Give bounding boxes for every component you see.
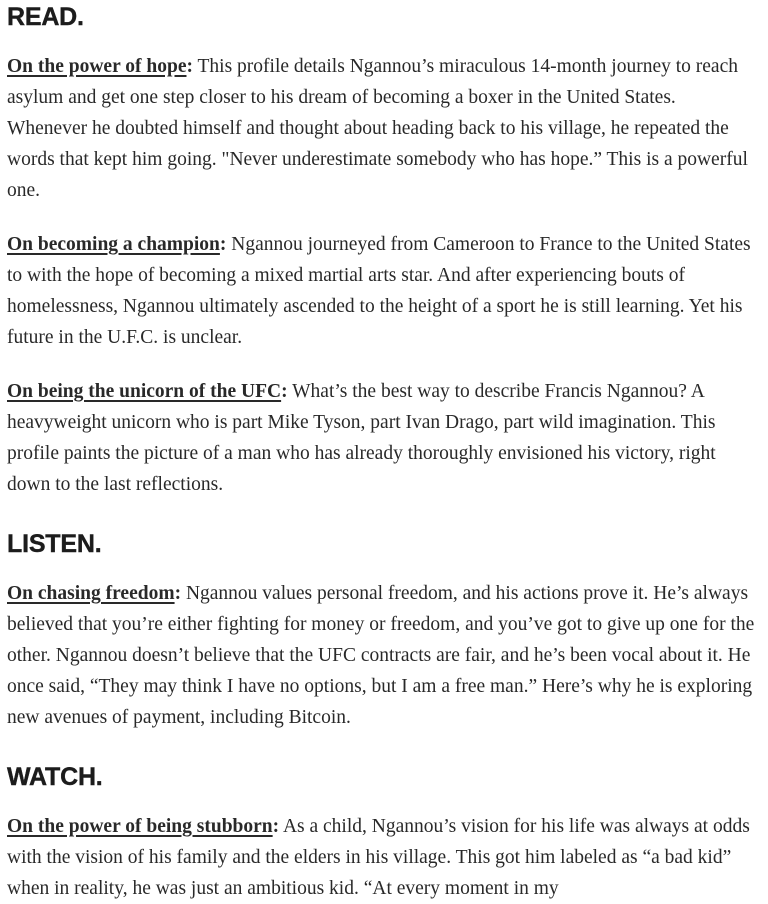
recommendation-link-text: On the power of hope xyxy=(7,56,187,77)
section-heading-read: READ. xyxy=(7,3,84,31)
recommendation-link-text: On chasing freedom xyxy=(7,583,175,604)
recommendation-link[interactable] xyxy=(7,381,288,402)
recommendation-text: Ngannou journeyed from Cameroon to France to the United States to with the hope of becoming a mixed martial arts star. And after experiencing bouts of homelessness, Ngannou ultimately ascended to the height of a sport he is still learning. Yet his future in the U.F.C. is unclear. xyxy=(7,234,751,348)
lead-colon: : xyxy=(174,583,182,604)
recommendation-link[interactable] xyxy=(7,234,226,255)
recommendation-text: As a child, Ngannou’s vision for his life was always at odds with the vision of his family and the elders in his village. This got him labeled as “a bad kid” when in reality, he was just an ambitious kid. “At every moment in my xyxy=(7,816,750,899)
recommendation-link-text: On becoming a champion xyxy=(7,234,220,255)
recommendation-link-text: On the power of being stubborn xyxy=(7,816,273,837)
recommendation-link-text: On being the unicorn of the UFC xyxy=(7,381,282,402)
section-heading-listen: LISTEN. xyxy=(7,530,102,558)
recommendation-link[interactable] xyxy=(7,56,193,77)
lead-colon: : xyxy=(186,56,193,77)
recommendation-paragraph xyxy=(7,578,756,733)
recommendation-text: This profile details Ngannou’s miraculous 14-month journey to reach asylum and get one step closer to his dream of becoming a boxer in the United States. Whenever he doubted himself and thought about heading back to his village, he repeated the words that kept him going. "Never underestimate somebody who has hope.” This is a powerful one. xyxy=(7,56,748,201)
section-read xyxy=(7,2,756,500)
recommendation-paragraph xyxy=(7,376,756,500)
recommendation-text: What’s the best way to describe Francis Ngannou? A heavyweight unicorn who is part Mike Tyson, part Ivan Drago, part wild imagination. This profile paints the picture of a man who has already thoroughly envisioned his victory, right down to the last reflections. xyxy=(7,381,716,495)
lead-colon: : xyxy=(272,816,280,837)
recommendation-link[interactable] xyxy=(7,583,181,604)
section-listen xyxy=(7,529,756,733)
recommendation-text: Ngannou values personal freedom, and his actions prove it. He’s always believed that you’re either fighting for money or freedom, and you’ve got to give up one for the other. Ngannou doesn’t believe that the UFC contracts are fair, and he’s been vocal about it. He once said, “They may think I have no options, but I am a free man.” Here’s why he is exploring new avenues of payment, including Bitcoin. xyxy=(7,583,755,728)
recommendation-paragraph xyxy=(7,811,756,904)
recommendation-link[interactable] xyxy=(7,816,279,837)
lead-colon: : xyxy=(281,381,288,402)
section-watch xyxy=(7,762,756,904)
lead-colon: : xyxy=(219,234,227,255)
recommendation-paragraph xyxy=(7,229,756,353)
recommendation-paragraph xyxy=(7,51,756,206)
section-heading-watch: WATCH. xyxy=(7,763,103,791)
